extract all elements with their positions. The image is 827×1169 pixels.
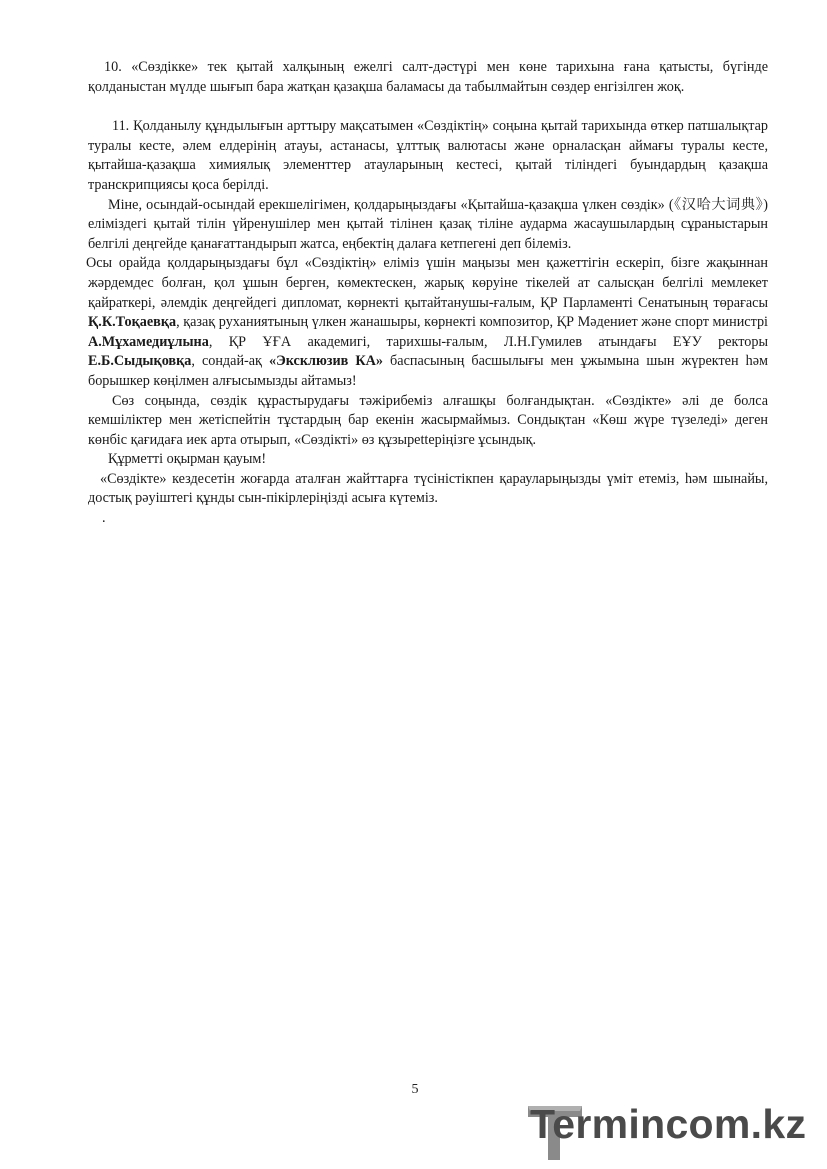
paragraph-item-11: 11. Қолданылу құндылығын арттыру мақсатымен «Сөздіктің» соңына қытай тарихында өткер патшалықтар туралы кесте, әлем елдерінің атауы, астанасы, ұлттық валютасы және орналасқан аймағы туралы кесте, қытайша-қазақша химиялық элементтер атауларының кестесі, қытай тіліндегі буындардың қазақша транскрипциясы қоса берілді. xyxy=(88,118,768,193)
logo-text: Termincom.kz xyxy=(530,1101,807,1147)
paragraph-item-10: 10. «Сөздікке» тек қытай халқының ежелгі салт-дәстүрі мен көне тарихына ғана қатысты, бүгінде қолданыстан мүлде шығып бара жатқан қазақша баламасы да табылмайтын сөздер енгізілген жоқ. xyxy=(88,59,768,95)
page-body xyxy=(88,58,768,529)
ack-text-1: Осы орайда қолдарыңыздағы бұл «Сөздіктің» еліміз үшін маңызы мен қажеттігін ескеріп, бізге жақыннан жәрдемдес болған, қол ұшын берген, көмектескен, жарық көруіне тікелей ат салысқан белгілі мемлекет қайраткері, әлемдік деңгейдегі дипломат, көрнекті қытайтанушы-ғалым, ҚР Парламенті Сенатының төрағасы xyxy=(86,255,768,311)
termincom-logo xyxy=(526,1100,822,1162)
ack-publisher: «Эксклюзив КА» xyxy=(269,353,384,370)
paragraph-acknowledgements xyxy=(88,254,768,391)
page-number: 5 xyxy=(411,1082,419,1097)
ack-text-4: , сондай-ақ xyxy=(191,353,269,370)
paragraph-address: Құрметті оқырман қауым! xyxy=(108,451,267,468)
paragraph-final: «Сөздікте» кездесетін жоғарда аталған жайттарға түсіністікпен қарауларыңызды үміт етеміз, һәм шынайы, достық рәуіштегі құнды сын-пікірлеріңізді асыға күтеміз. xyxy=(88,470,768,507)
paragraph-spacer xyxy=(88,97,768,117)
ack-text-3: , ҚР ҰҒА академигі, тарихшы-ғалым, Л.Н.Гумилев атындағы ЕҰУ ректоры xyxy=(208,333,768,350)
ack-text-2: , қазақ руханиятының үлкен жанашыры, көрнекті композитор, ҚР Мәдениет және спорт министрі xyxy=(176,314,768,331)
ack-name-tokayev: Қ.К.Тоқаевқа xyxy=(88,314,177,331)
paragraph-conclusion: Міне, осындай-осындай ерекшелігімен, қолдарыңыздағы «Қытайша-қазақша үлкен сөздік» (《汉哈大词典》) еліміздегі қытай тілін үйренушілер мен қытай тілінен қазақ тіліне аударма жасаушылардың сұраныстарын белгілі деңгейде қанағаттандырып жатса, еңбектің далаға кетпегені деп білеміз. xyxy=(88,196,768,252)
ack-name-sydykov: Е.Б.Сыдықовқа xyxy=(88,353,192,370)
stray-dot: . xyxy=(102,510,106,527)
paragraph-closing: Сөз соңында, сөздік құрастырудағы тәжірибеміз алғашқы болғандықтан. «Сөздікте» әлі де болса кемшіліктер мен жетіспейтін тұстардың бар екенін жасырмаймыз. Сондықтан «Көш жүре түзеледі» деген көнбіс қағидаға иек арта отырып, «Сөздікті» өз құзырettеріңізге ұсындық. xyxy=(88,392,768,448)
ack-text-5: баспасының басшылығы мен ұжымына шын жүректен һәм борышкер көңілмен алғысымызды айтамыз! xyxy=(88,353,768,389)
ack-name-mukhamediuly: А.Мұхамедиұлына xyxy=(88,333,209,350)
